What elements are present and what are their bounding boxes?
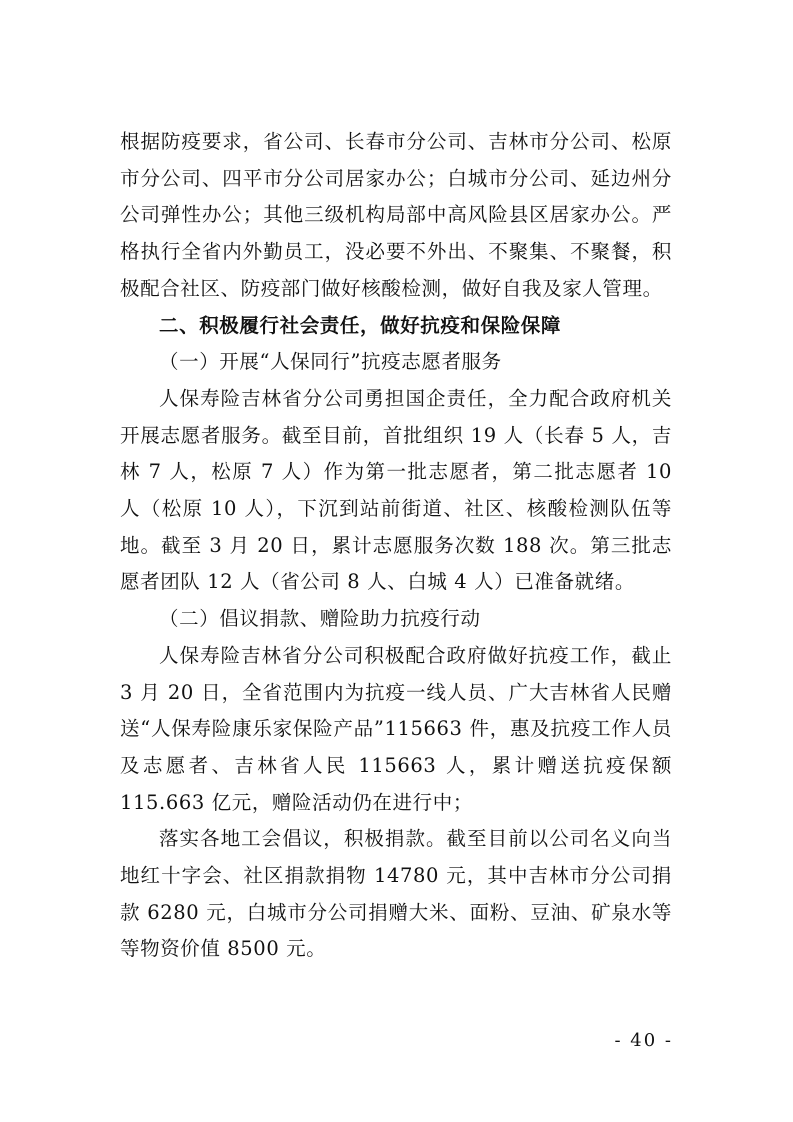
subheading-donation-insurance: （二）倡议捐款、赠险助力抗疫行动 bbox=[159, 607, 481, 631]
document-body bbox=[120, 124, 672, 968]
paragraph-epidemic-office-arrangements: 根据防疫要求，省公司、长春市分公司、吉林市分公司、松原市分公司、四平市分公司居家办公；白城市分公司、延边州分公司弹性办公；其他三级机构局部中高风险县区居家办公。严格执行全省内外勤员工，没必要不外出、不聚集、不聚餐，积极配合社区、防疫部门做好核酸检测，做好自我及家人管理。 bbox=[120, 130, 672, 300]
page-number: - 40 - bbox=[614, 1030, 673, 1051]
paragraph-insurance-gift: 人保寿险吉林省分公司积极配合政府做好抗疫工作，截止 3 月 20 日，全省范围内为抗疫一线人员、广大吉林省人民赠送“人保寿险康乐家保险产品”115663 件，惠及抗疫工作人员及志愿者、吉林省人民 115663 人，累计赠送抗疫保额 115.663 亿元，赠险活动仍在进行中； bbox=[120, 643, 672, 814]
paragraph-donation: 落实各地工会倡议，积极捐款。截至目前以公司名义向当地红十字会、社区捐款捐物 14780 元，其中吉林市分公司捐款 6280 元，白城市分公司捐赠大米、面粉、豆油、矿泉水等等物资价值 8500 元。 bbox=[120, 827, 672, 961]
paragraph-volunteer-service: 人保寿险吉林省分公司勇担国企责任，全力配合政府机关开展志愿者服务。截至目前，首批组织 19 人（长春 5 人，吉林 7 人，松原 7 人）作为第一批志愿者，第二批志愿者 10 人（松原 10 人），下沉到站前街道、社区、核酸检测队伍等地。截至 3 月 20 日，累计志愿服务次数 188 次。第三批志愿者团队 12 人（省公司 8 人、白城 4 人）已准备就绪。 bbox=[120, 386, 672, 594]
section-heading-social-responsibility: 二、积极履行社会责任，做好抗疫和保险保障 bbox=[159, 313, 562, 337]
subheading-volunteer-service: （一）开展“人保同行”抗疫志愿者服务 bbox=[159, 350, 502, 374]
